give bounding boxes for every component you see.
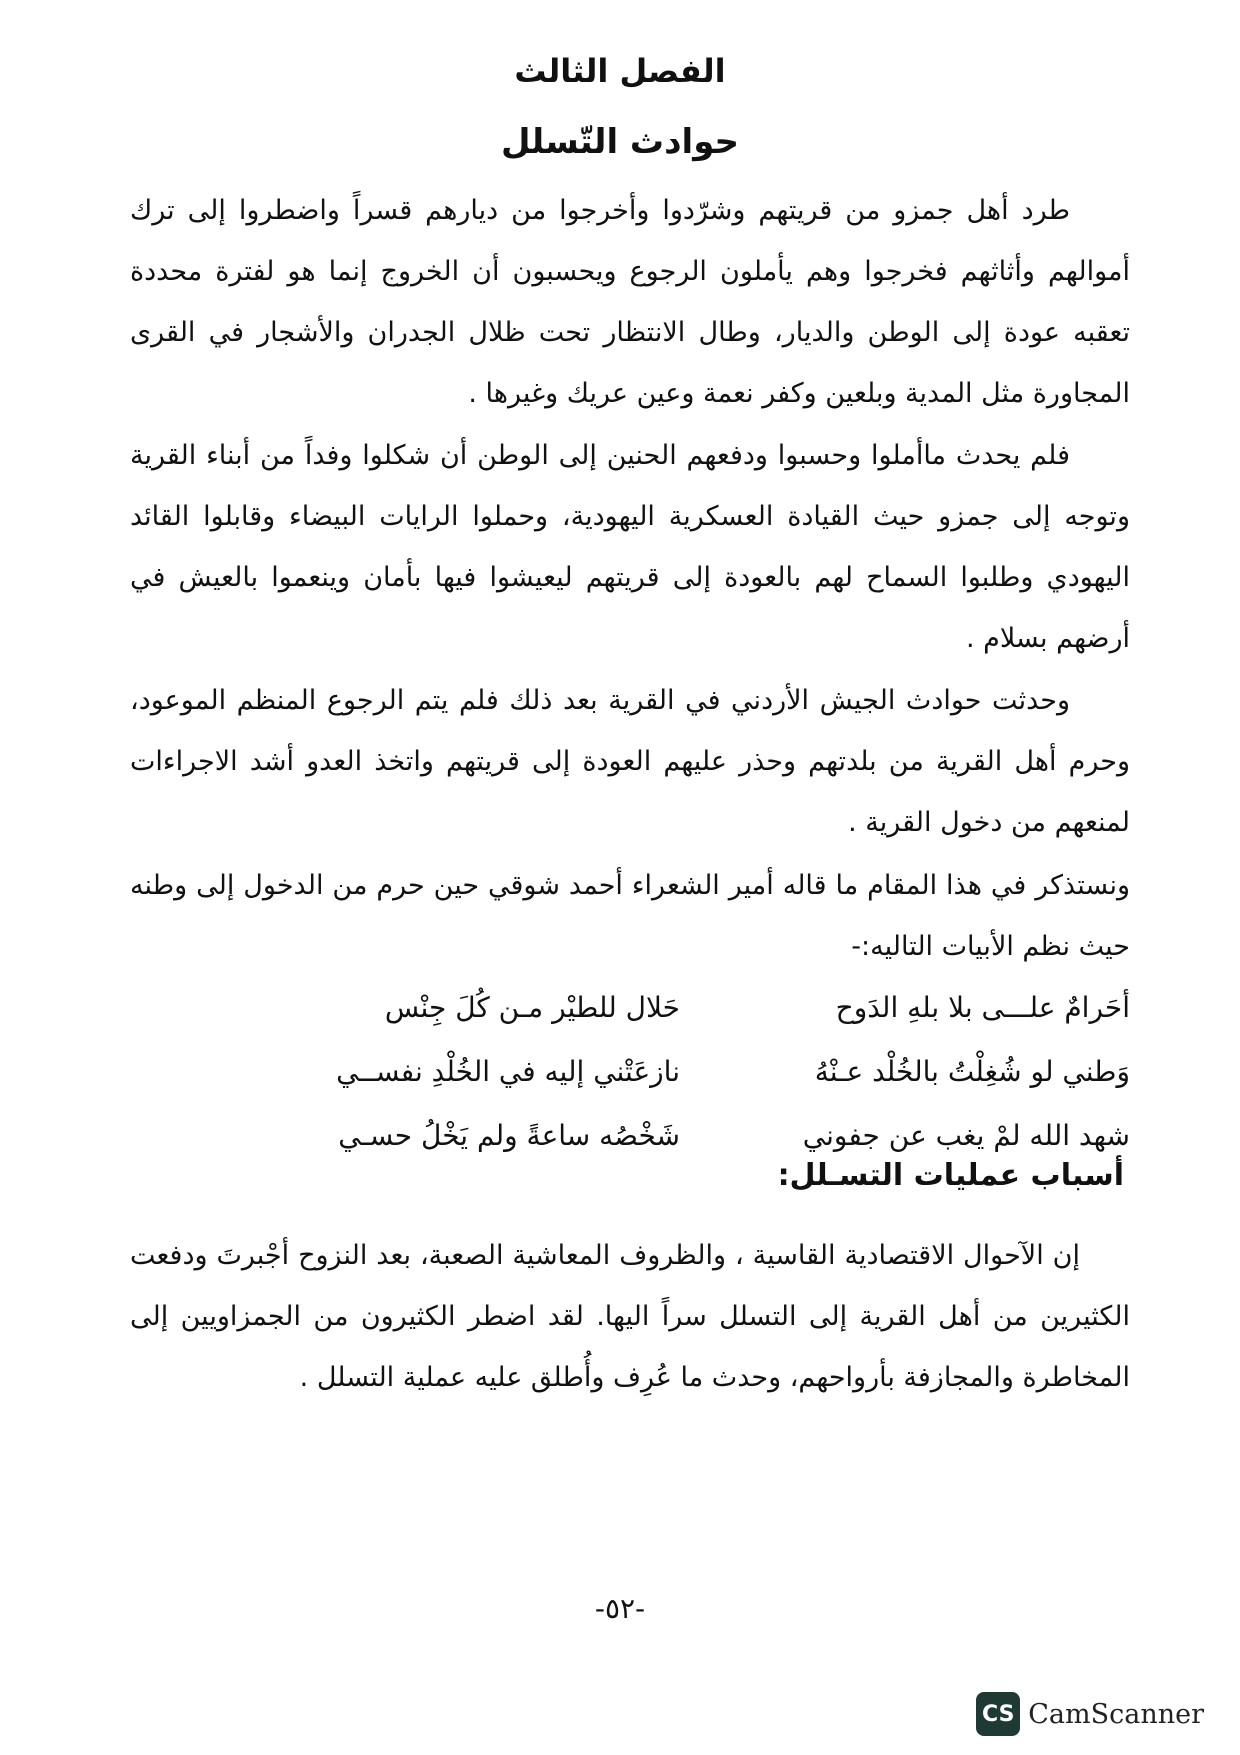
section-title: حوادث التّسلل [500, 122, 740, 162]
paragraph-jordanian-army: وحدثت حوادث الجيش الأردني في القرية بعد ذلك فلم يتم الرجوع المنظم الموعود، وحرم أهل القرية من بلدتهم وحذر عليهم العودة إلى قريتهم واتخذ العدو أشد الاجراءات لمنعهم من دخول القرية . [130, 685, 1130, 838]
paragraph-poem-intro: ونستذكر في هذا المقام ما قاله أمير الشعراء أحمد شوقي حين حرم من الدخول إلى وطنه حيث نظم الأبيات التاليه:- [130, 870, 1130, 962]
verse-second-hemistich: حَلال للطيْر مـن كُلَ جِنْس [384, 991, 680, 1024]
camscanner-label: CamScanner [1028, 1698, 1204, 1730]
poem [300, 976, 1130, 1168]
camscanner-logo-icon: CS [976, 1692, 1020, 1736]
verse-second-hemistich: شَخْصُه ساعةً ولم يَخْلُ حسـي [338, 1119, 680, 1152]
verse-first-hemistich: وَطني لو شُغِلْتُ بالخُلْد عـنْهُ [814, 1055, 1130, 1088]
verse-second-hemistich: نازعَتْني إليه في الخُلْدِ نفســي [336, 1055, 680, 1088]
paragraph-expulsion: طرد أهل جمزو من قريتهم وشرّدوا وأخرجوا من ديارهم قسراً واضطروا إلى ترك أموالهم وأثاثهم فخرجوا وهم يأملون الرجوع ويحسبون أن الخروج إنما هو لفترة محددة تعقبه عودة إلى الوطن والديار، وطال الانتظار تحت ظلال الجدران والأشجار في القرى المجاورة مثل المدية وبلعين وكفر نعمة وعين عريك وغيرها . [130, 195, 1130, 409]
verse-first-hemistich: أحَرامٌ علـــى بلا بلهِ الدَوح [835, 991, 1130, 1024]
subheading-infiltration-causes: أسباب عمليات التسـلل: [777, 1158, 1124, 1193]
camscanner-watermark [976, 1692, 1204, 1736]
poem-verse [300, 1040, 1130, 1104]
poem-verse [300, 976, 1130, 1040]
paragraph-delegation: فلم يحدث ماأملوا وحسبوا ودفعهم الحنين إلى الوطن أن شكلوا وفداً من أبناء القرية وتوجه إلى جمزو حيث القيادة العسكرية اليهودية، وحملوا الرايات البيضاء وقابلوا القائد اليهودي وطلبوا السماح لهم بالعودة إلى قريتهم ليعيشوا فيها بأمان وينعموا بالعيش في أرضهم بسلام . [130, 440, 1130, 654]
page-number: -٥٢- [594, 1592, 646, 1625]
paragraph-infiltration: إن الآحوال الاقتصادية القاسية ، والظروف المعاشية الصعبة، بعد النزوح أجْبرتَ ودفعت الكثيرين من أهل القرية إلى التسلل سراً اليها. لقد اضطر الكثيرون من الجمزاويين إلى المخاطرة والمجازفة بأرواحهم، وحدث ما عُرِف وأُطلق عليه عملية التسلل . [130, 1240, 1130, 1393]
verse-first-hemistich: شهد الله لمْ يغب عن جفوني [802, 1119, 1130, 1152]
chapter-title: الفصل الثالث [514, 52, 726, 90]
